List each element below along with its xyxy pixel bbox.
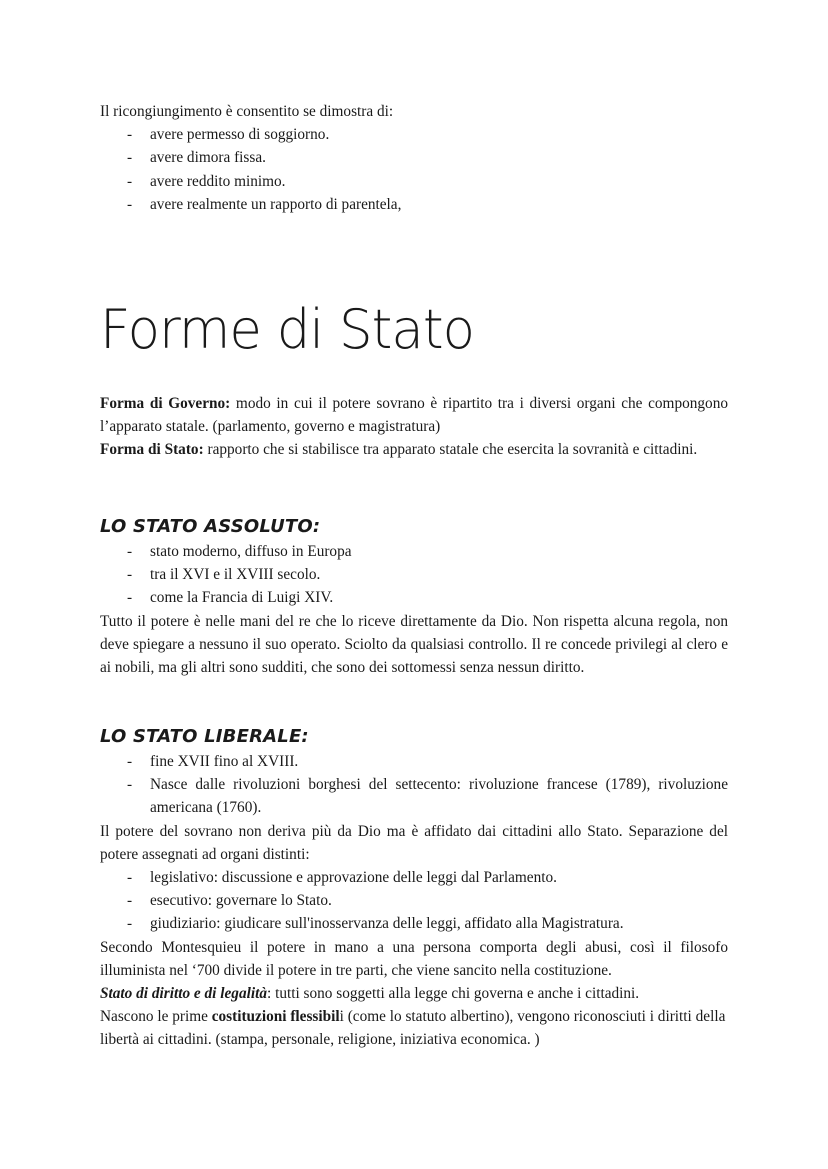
liberale-list	[100, 750, 728, 820]
assoluto-paragraph: Tutto il potere è nelle mani del re che lo riceve direttamente da Dio. Non rispetta alcuna regola, non deve spiegare a nessuno il suo operato. Sciolto da qualsiasi controllo. Il re concede privilegi al clero e ai nobili, ma gli altri sono sudditi, che sono dei sottomessi senza nessun diritto.	[100, 612, 728, 677]
definitions-block	[100, 392, 728, 462]
term-costituzioni: costituzioni flessibil	[211, 1008, 340, 1026]
title-block	[100, 300, 482, 360]
definition-stato-text: rapporto che si stabilisce tra apparato statale che esercita la sovranità e cittadini.	[203, 441, 698, 459]
definition-governo-text: modo in cui il potere sovrano è ripartito tra i diversi organi che compongono l’apparato statale. (parlamento, governo e magistratura)	[100, 395, 728, 436]
section-assoluto	[100, 514, 728, 679]
liberale-costituzioni	[100, 1005, 728, 1051]
list-item: - giudiziario: giudicare sull'inosservanza delle leggi, affidato alla Magistratura.	[127, 912, 728, 935]
list-item: - legislativo: discussione e approvazione delle leggi dal Parlamento.	[127, 866, 728, 889]
list-item: - tra il XVI e il XVIII secolo.	[127, 563, 728, 586]
liberale-paragraph-1: Il potere del sovrano non deriva più da Dio ma è affidato dai cittadini allo Stato. Separazione del potere assegnati ad organi distinti:	[100, 822, 728, 863]
list-item: - Nasce dalle rivoluzioni borghesi del settecento: rivoluzione francese (1789), rivoluzione americana (1760).	[127, 773, 728, 819]
costituzioni-post: i (come lo statuto albertino), vengono riconosciuti i diritti della libertà ai cittadini. (stampa, personale, religione, iniziativa economica. )	[100, 1008, 726, 1049]
intro-list	[100, 123, 728, 216]
page-title: Forme di Stato	[100, 298, 474, 361]
liberale-diritto	[100, 982, 728, 1005]
definition-governo	[100, 392, 728, 438]
assoluto-list	[100, 540, 728, 610]
poteri-list	[100, 866, 728, 936]
liberale-diritto-text: : tutti sono soggetti alla legge chi governa e anche i cittadini.	[267, 985, 640, 1003]
list-item: - fine XVII fino al XVIII.	[127, 750, 728, 773]
term-stato-diritto: Stato di diritto e di legalità	[100, 985, 267, 1003]
list-item: - come la Francia di Luigi XIV.	[127, 586, 728, 609]
list-item: - esecutivo: governare lo Stato.	[127, 889, 728, 912]
section-liberale	[100, 724, 728, 1052]
term-governo: Forma di Governo:	[100, 395, 231, 412]
term-stato: Forma di Stato:	[100, 441, 204, 459]
intro-block	[100, 100, 728, 216]
definition-stato	[100, 438, 728, 461]
list-item: - avere realmente un rapporto di parentela,	[127, 193, 728, 216]
list-item: - avere dimora fissa.	[127, 146, 728, 169]
intro-line: Il ricongiungimento è consentito se dimostra di:	[100, 103, 394, 120]
section-heading-assoluto: LO STATO ASSOLUTO:	[100, 516, 321, 537]
list-item: - avere permesso di soggiorno.	[127, 123, 728, 146]
section-heading-liberale: LO STATO LIBERALE:	[100, 726, 309, 747]
liberale-paragraph-2: Secondo Montesquieu il potere in mano a una persona comporta degli abusi, così il filosofo illuminista nel ‘700 divide il potere in tre parti, che viene sancito nella costituzione.	[100, 938, 728, 979]
costituzioni-pre: Nascono le prime	[100, 1008, 212, 1026]
list-item: - stato moderno, diffuso in Europa	[127, 540, 728, 563]
list-item: - avere reddito minimo.	[127, 170, 728, 193]
